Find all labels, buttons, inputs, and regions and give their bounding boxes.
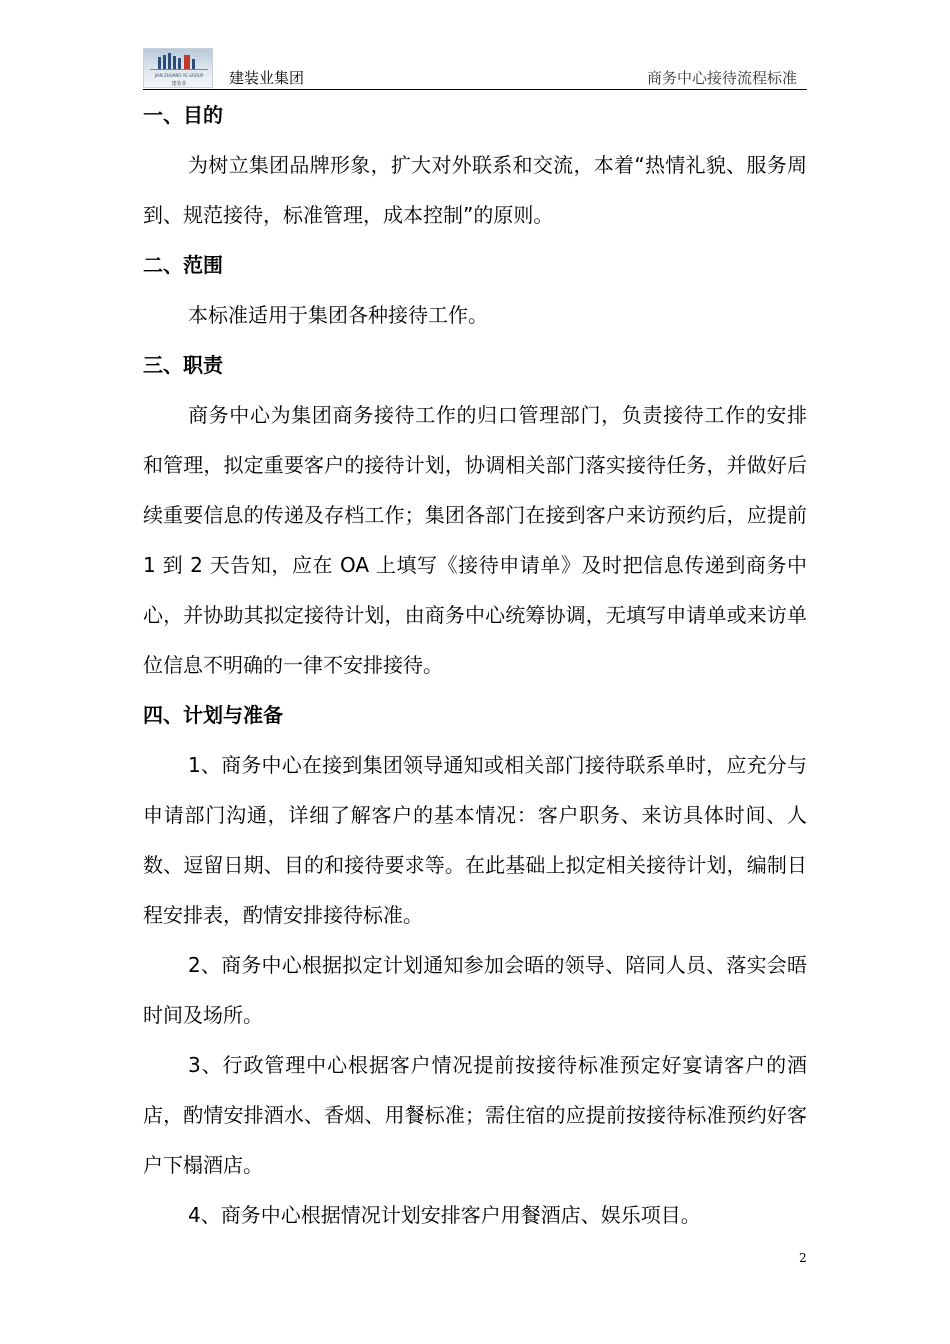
document-title: 商务中心接待流程标准: [646, 69, 797, 87]
svg-text:JIAN ZHUANG YE GROUP: JIAN ZHUANG YE GROUP: [154, 73, 204, 78]
section-heading: 三、职责: [143, 353, 223, 377]
section-purpose: [143, 90, 807, 240]
page-number: 2: [799, 1251, 807, 1265]
paragraph: 4、商务中心根据情况计划安排客户用餐酒店、娱乐项目。: [188, 1203, 701, 1227]
section-scope: [143, 240, 807, 340]
paragraph: 3、行政管理中心根据客户情况提前按接待标准预定好宴请客户的酒店，酌情安排酒水、香烟、用餐标准；需住宿的应提前按接待标准预约好客户下榻酒店。: [143, 1053, 807, 1177]
section-heading: 四、计划与准备: [143, 703, 283, 727]
paragraph: 本标准适用于集团各种接待工作。: [188, 303, 488, 327]
company-logo: [143, 48, 213, 88]
section-plan-and-preparation: [143, 690, 807, 1240]
page-header: [143, 48, 807, 92]
svg-text:建装业: 建装业: [171, 81, 187, 87]
section-responsibilities: [143, 340, 807, 690]
document-body: [143, 90, 807, 1240]
section-heading: 二、范围: [143, 253, 223, 277]
paragraph: 2、商务中心根据拟定计划通知参加会晤的领导、陪同人员、落实会晤时间及场所。: [143, 953, 807, 1027]
paragraph: 1、商务中心在接到集团领导通知或相关部门接待联系单时，应充分与申请部门沟通，详细了解客户的基本情况：客户职务、来访具体时间、人数、逗留日期、目的和接待要求等。在此基础上拟定相关接待计划，编制日程安排表，酌情安排接待标准。: [143, 753, 807, 927]
company-name: 建装业集团: [229, 69, 305, 87]
paragraph: 为树立集团品牌形象，扩大对外联系和交流，本着“热情礼貌、服务周到、规范接待，标准管理，成本控制”的原则。: [143, 153, 807, 227]
paragraph: 商务中心为集团商务接待工作的归口管理部门，负责接待工作的安排和管理，拟定重要客户的接待计划，协调相关部门落实接待任务，并做好后续重要信息的传递及存档工作；集团各部门在接到客户来访预约后，应提前 1 到 2 天告知，应在 OA 上填写《接待申请单》及时把信息传递到商务中心，并协助其拟定接待计划，由商务中心统筹协调，无填写申请单或来访单位信息不明确的一律不安排接待。: [143, 403, 807, 677]
section-heading: 一、目的: [143, 103, 223, 127]
